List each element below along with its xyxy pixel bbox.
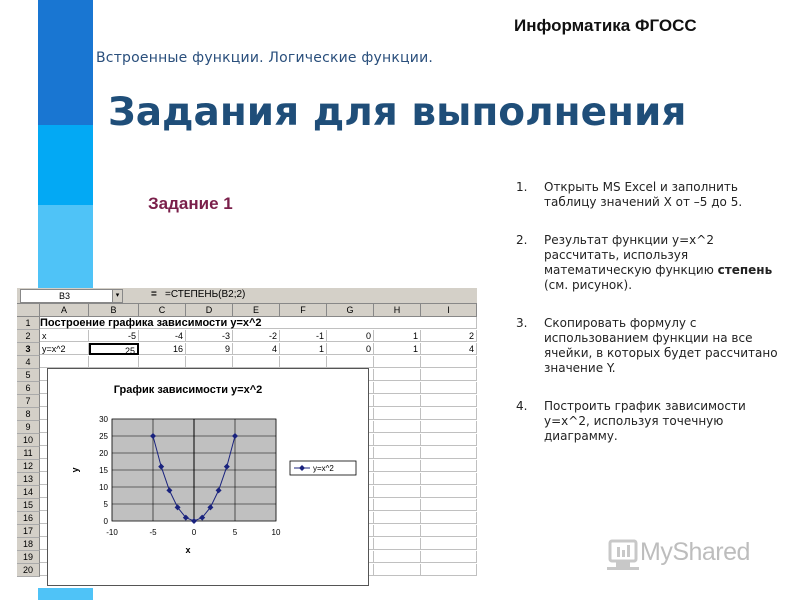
y-tick-label: 20 — [99, 449, 108, 458]
row-header-9[interactable]: 9 — [17, 421, 40, 434]
task-text-rest — [544, 248, 786, 293]
task-text — [544, 233, 786, 293]
task-text-line: Результат функции у=х^2 — [544, 233, 714, 247]
cell[interactable]: 0 — [327, 343, 374, 355]
task-number: 4. — [516, 399, 528, 413]
formula-input[interactable]: =СТЕПЕНЬ(B2;2) — [165, 289, 246, 300]
row-header-5[interactable]: 5 — [17, 369, 40, 382]
cell[interactable]: 0 — [327, 330, 374, 342]
task-text-after: (см. рисунок). — [544, 278, 633, 292]
cell[interactable]: -2 — [233, 330, 280, 342]
row-header-8[interactable]: 8 — [17, 408, 40, 421]
cell[interactable] — [374, 499, 421, 511]
task-item — [516, 233, 786, 293]
column-header-d[interactable]: D — [186, 304, 233, 317]
task-list — [516, 180, 786, 467]
cell[interactable] — [374, 473, 421, 485]
cell[interactable] — [421, 356, 477, 368]
x-tick-label: 5 — [232, 528, 238, 537]
row-header-19[interactable]: 19 — [17, 551, 40, 564]
cell[interactable]: 1 — [374, 343, 421, 355]
cell[interactable] — [233, 356, 280, 368]
cell[interactable]: -1 — [280, 330, 327, 342]
legend-label: y=x^2 — [313, 464, 334, 473]
formula-bar — [17, 288, 477, 304]
cell[interactable] — [139, 356, 186, 368]
cell[interactable] — [186, 356, 233, 368]
row-header-15[interactable]: 15 — [17, 499, 40, 512]
cell[interactable] — [374, 382, 421, 394]
cell[interactable]: y=x^2 — [40, 343, 89, 355]
chart-svg — [48, 369, 368, 585]
y-tick-label: 0 — [103, 517, 108, 526]
row-header-20[interactable]: 20 — [17, 564, 40, 577]
cell[interactable] — [374, 395, 421, 407]
name-box-dropdown-icon[interactable]: ▾ — [112, 289, 123, 303]
cell[interactable] — [374, 551, 421, 563]
task-text-rest: таблицу значений Х от –5 до 5. — [544, 195, 743, 209]
task-text-bold: степень — [717, 263, 773, 277]
x-axis-label: x — [185, 545, 191, 555]
x-tick-label: -5 — [149, 528, 157, 537]
row-header-17[interactable]: 17 — [17, 525, 40, 538]
cell[interactable] — [374, 564, 421, 576]
cell[interactable] — [374, 434, 421, 446]
task-text — [544, 399, 786, 444]
cell[interactable] — [421, 369, 477, 381]
cell[interactable]: x — [40, 330, 89, 342]
chart-title: График зависимости у=х^2 — [113, 384, 263, 396]
cell[interactable] — [374, 538, 421, 550]
decor-band-mid — [38, 125, 93, 205]
sheet-heading-cell[interactable]: Построение графика зависимости у=х^2 — [40, 317, 262, 329]
task-text-rest: у=х^2, используя точечную диаграмму. — [544, 414, 724, 443]
column-header-h[interactable]: H — [374, 304, 421, 317]
select-all-corner[interactable] — [17, 304, 40, 317]
task-number: 1. — [516, 180, 528, 194]
cell[interactable] — [374, 512, 421, 524]
column-header-g[interactable]: G — [327, 304, 374, 317]
cell[interactable] — [421, 447, 477, 459]
cell[interactable] — [374, 486, 421, 498]
y-tick-label: 10 — [99, 483, 108, 492]
task-text-part: рассчитать, используя математическую функцию — [544, 248, 714, 277]
row-header-16[interactable]: 16 — [17, 512, 40, 525]
excel-sheet — [17, 288, 477, 588]
row-header-11[interactable]: 11 — [17, 447, 40, 460]
task-text-line: Скопировать формулу с — [544, 316, 697, 330]
cell[interactable] — [421, 551, 477, 563]
cell[interactable] — [421, 499, 477, 511]
task-text-rest: использованием функции на все ячейки, в которых будет рассчитано значение Y. — [544, 331, 778, 375]
cell[interactable] — [374, 447, 421, 459]
embedded-chart[interactable] — [47, 368, 369, 586]
equals-sign: = — [151, 289, 157, 300]
cell[interactable]: -5 — [89, 330, 139, 342]
column-header-a[interactable]: A — [40, 304, 89, 317]
name-box[interactable]: B3 — [20, 289, 114, 303]
y-tick-label: 25 — [99, 432, 108, 441]
row-header-7[interactable]: 7 — [17, 395, 40, 408]
logo-text: MyShared — [640, 538, 750, 566]
row-header-12[interactable]: 12 — [17, 460, 40, 473]
cell[interactable] — [421, 382, 477, 394]
task-number: 2. — [516, 233, 528, 247]
column-header-c[interactable]: C — [139, 304, 186, 317]
cell[interactable] — [374, 408, 421, 420]
cell[interactable] — [40, 356, 89, 368]
row-header-10[interactable]: 10 — [17, 434, 40, 447]
cell[interactable] — [421, 525, 477, 537]
x-tick-label: -10 — [106, 528, 118, 537]
cell[interactable]: 16 — [139, 343, 186, 355]
task-item — [516, 316, 786, 376]
task-item — [516, 399, 786, 444]
cell[interactable] — [374, 369, 421, 381]
row-header-6[interactable]: 6 — [17, 382, 40, 395]
y-tick-label: 15 — [99, 466, 108, 475]
cell[interactable]: 4 — [421, 343, 477, 355]
slide-subtitle: Встроенные функции. Логические функции. — [96, 50, 434, 66]
x-tick-label: 0 — [191, 528, 197, 537]
row-header-3[interactable]: 3 — [17, 343, 40, 356]
cell[interactable] — [421, 512, 477, 524]
cell[interactable] — [421, 564, 477, 576]
cell[interactable] — [421, 460, 477, 472]
task-text — [544, 316, 786, 376]
cell[interactable] — [89, 356, 139, 368]
column-header-f[interactable]: F — [280, 304, 327, 317]
cell[interactable] — [421, 395, 477, 407]
cell[interactable] — [421, 473, 477, 485]
cell[interactable] — [280, 356, 327, 368]
cell[interactable] — [421, 538, 477, 550]
cell[interactable] — [421, 421, 477, 433]
x-tick-label: 10 — [271, 528, 281, 537]
y-tick-label: 5 — [103, 500, 108, 509]
task-text-line: Построить график зависимости — [544, 399, 746, 413]
task-label: Задание 1 — [148, 194, 233, 213]
row-header-2[interactable]: 2 — [17, 330, 40, 343]
cell[interactable]: 4 — [233, 343, 280, 355]
column-header-e[interactable]: E — [233, 304, 280, 317]
cell[interactable] — [374, 460, 421, 472]
task-number: 3. — [516, 316, 528, 330]
decor-band-top — [38, 0, 93, 125]
row-header-18[interactable]: 18 — [17, 538, 40, 551]
row-header-4[interactable]: 4 — [17, 356, 40, 369]
row-header-13[interactable]: 13 — [17, 473, 40, 486]
cell[interactable]: 2 — [421, 330, 477, 342]
cell[interactable] — [421, 486, 477, 498]
cell[interactable]: -4 — [139, 330, 186, 342]
y-axis-label: y — [70, 467, 80, 473]
column-header-b[interactable]: B — [89, 304, 139, 317]
row-header-14[interactable]: 14 — [17, 486, 40, 499]
cell[interactable]: -3 — [186, 330, 233, 342]
task-item — [516, 180, 786, 210]
cell[interactable] — [327, 356, 374, 368]
cell[interactable] — [374, 525, 421, 537]
cell[interactable]: 25 — [89, 343, 139, 355]
cell[interactable] — [374, 421, 421, 433]
cell[interactable]: 9 — [186, 343, 233, 355]
task-text — [544, 180, 786, 210]
task-text-line: Открыть MS Excel и заполнить — [544, 180, 738, 194]
row-header-1[interactable]: 1 — [17, 317, 40, 330]
y-tick-label: 30 — [99, 415, 108, 424]
column-header-i[interactable]: I — [421, 304, 477, 317]
cell[interactable] — [374, 356, 421, 368]
cell[interactable]: 1 — [280, 343, 327, 355]
cell[interactable] — [421, 408, 477, 420]
page-title: Задания для выполнения — [108, 90, 687, 135]
cell[interactable]: 1 — [374, 330, 421, 342]
course-title: Информатика ФГОСС — [514, 16, 697, 35]
cell[interactable] — [421, 434, 477, 446]
